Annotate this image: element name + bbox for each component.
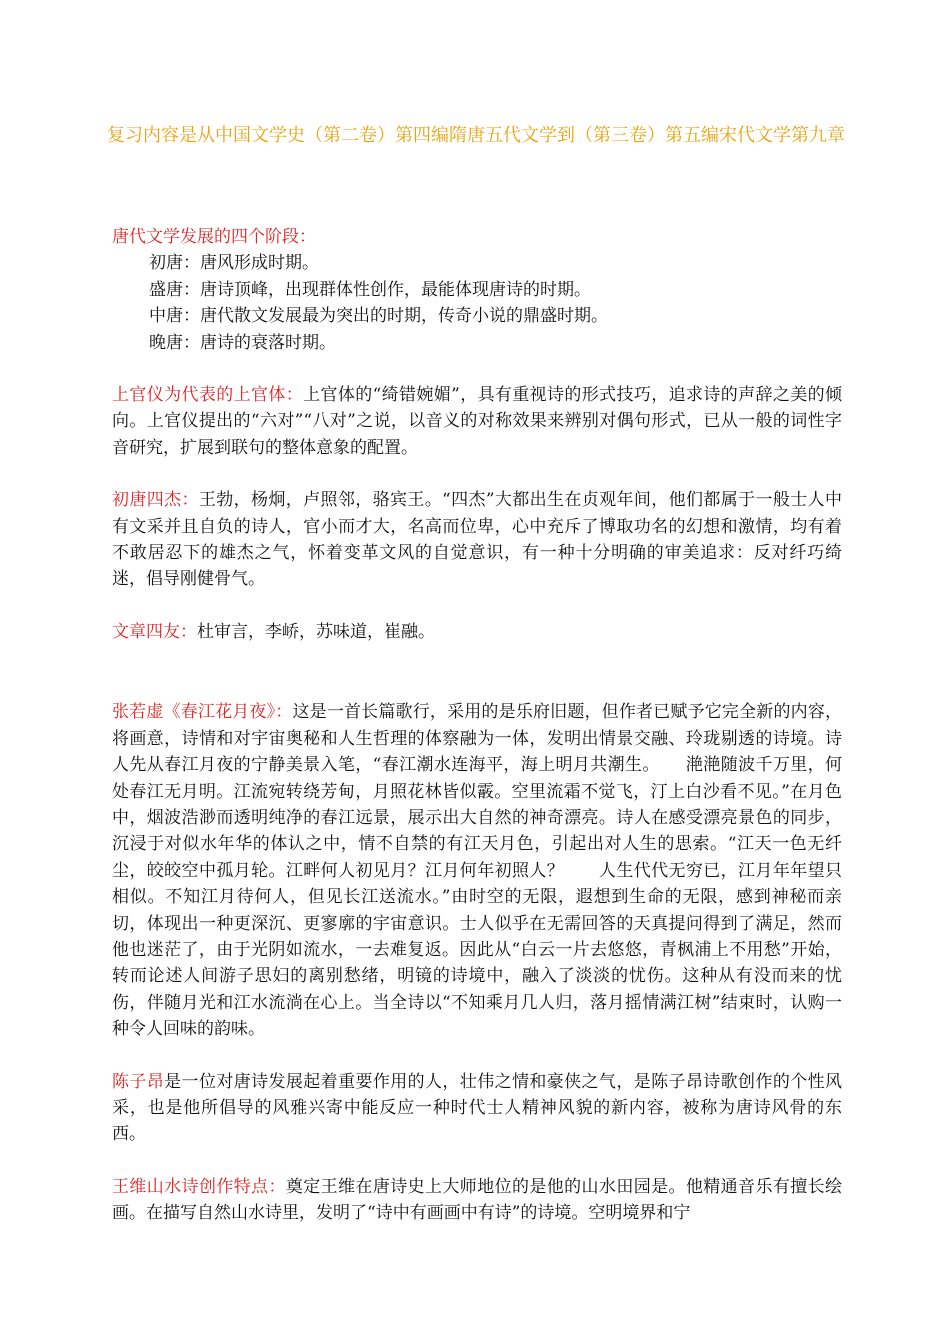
section-heading: 王维山水诗创作特点：: [112, 1176, 286, 1197]
section-tang-stages: [112, 224, 842, 356]
section-shangguan-style: [112, 382, 842, 461]
stage-item: 初唐：唐风形成时期。: [149, 253, 319, 274]
section-text: 这是一首长篇歌行，采用的是乐府旧题，但作者已赋予它完全新的内容，将画意，诗情和对宇宙奥秘和人生哲理的体察融为一体，发明出情景交融、玲珑剔透的诗境。诗人先从春江月夜的宁静美景入笔，“春江潮水连海平，海上明月共潮生。 滟滟随波千万里，何处春江无月明。江流宛转绕芳甸，月照花林皆似霰。空里流霜不觉飞，汀上白沙看不见。”在月色中，烟波浩渺而透明纯净的春江远景，展示出大自然的神奇漂亮。诗人在感受漂亮景色的同步，沉浸于对似水年华的体认之中，情不自禁的有江天月色，引起出对人生的思索。“江天一色无纤尘，皎皎空中孤月轮。江畔何人初见月？江月何年初照人？ 人生代代无穷已，江月年年望只相似。不知江月待何人，但见长江送流水。”由时空的无限，遐想到生命的无限，感到神秘而亲切，体现出一种更深沉、更寥廓的宇宙意识。士人似乎在无需回答的天真提问得到了满足，然而他也迷茫了，由于光阴如流水，一去难复返。因此从“白云一片去悠悠，青枫浦上不用愁”开始，转而论述人间游子思妇的离别愁绪，明镜的诗境中，融入了淡淡的忧伤。这种从有没而来的忧伤，伴随月光和江水流淌在心上。当全诗以“不知乘月几人归，落月摇情满江树”结束时，认购一种令人回味的韵味。: [112, 702, 843, 1040]
section-text: 上官体的“绮错婉媚”，具有重视诗的形式技巧，追求诗的声辞之美的倾向。上官仪提出的“六对”“八对”之说，以音义的对称效果来辨别对偶句形式，已从一般的词性字音研究，扩展到联句的整体意象的配置。: [112, 385, 842, 458]
section-spacer: [112, 671, 842, 699]
section-chen-ziang: [112, 1069, 842, 1148]
section-spring-river: [112, 699, 842, 1042]
stage-item: 盛唐：唐诗顶峰，出现群体性创作，最能体现唐诗的时期。: [149, 279, 591, 300]
section-heading: 文章四友：: [112, 621, 197, 642]
section-text: 王勃，杨炯，卢照邻，骆宾王。“四杰”大都出生在贞观年间，他们都属于一般士人中有文采并且自负的诗人，官小而才大，名高而位卑，心中充斥了博取功名的幻想和激情，均有着不敢居忍下的雄杰之气，怀着变革文风的自觉意识，有一种十分明确的审美追求：反对纤巧绮迷，倡导刚健骨气。: [112, 490, 842, 590]
section-wang-wei: [112, 1174, 842, 1227]
section-heading: 张若虚《春江花月夜》：: [112, 702, 293, 723]
section-four-talents: [112, 487, 842, 593]
section-four-friends: [112, 619, 842, 645]
section-heading: 陈子昂: [112, 1071, 165, 1092]
stage-item: 中唐：唐代散文发展最为突出的时期，传奇小说的鼎盛时期。: [149, 306, 608, 327]
section-heading: 唐代文学发展的四个阶段：: [112, 227, 316, 247]
document-title: 复习内容是从中国文学史（第二卷）第四编隋唐五代文学到（第三卷）第五编宋代文学第九章: [107, 125, 845, 146]
section-text: 是一位对唐诗发展起着重要作用的人，壮伟之情和豪侠之气，是陈子昂诗歌创作的个性风采，也是他所倡导的风雅兴寄中能反应一种时代士人精神风貌的新内容，被称为唐诗风骨的东西。: [112, 1071, 842, 1145]
section-text: 奠定王维在唐诗史上大师地位的是他的山水田园是。他精通音乐有擅长绘画。在描写自然山水诗里，发明了“诗中有画画中有诗”的诗境。空明境界和宁: [112, 1176, 843, 1224]
section-text: 杜审言，李峤，苏味道，崔融。: [197, 621, 435, 642]
section-heading: 上官仪为代表的上官体：: [112, 385, 304, 406]
document-body: [112, 224, 842, 1253]
stage-item: 晚唐：唐诗的衰落时期。: [149, 332, 336, 353]
section-heading: 初唐四杰：: [112, 490, 199, 511]
